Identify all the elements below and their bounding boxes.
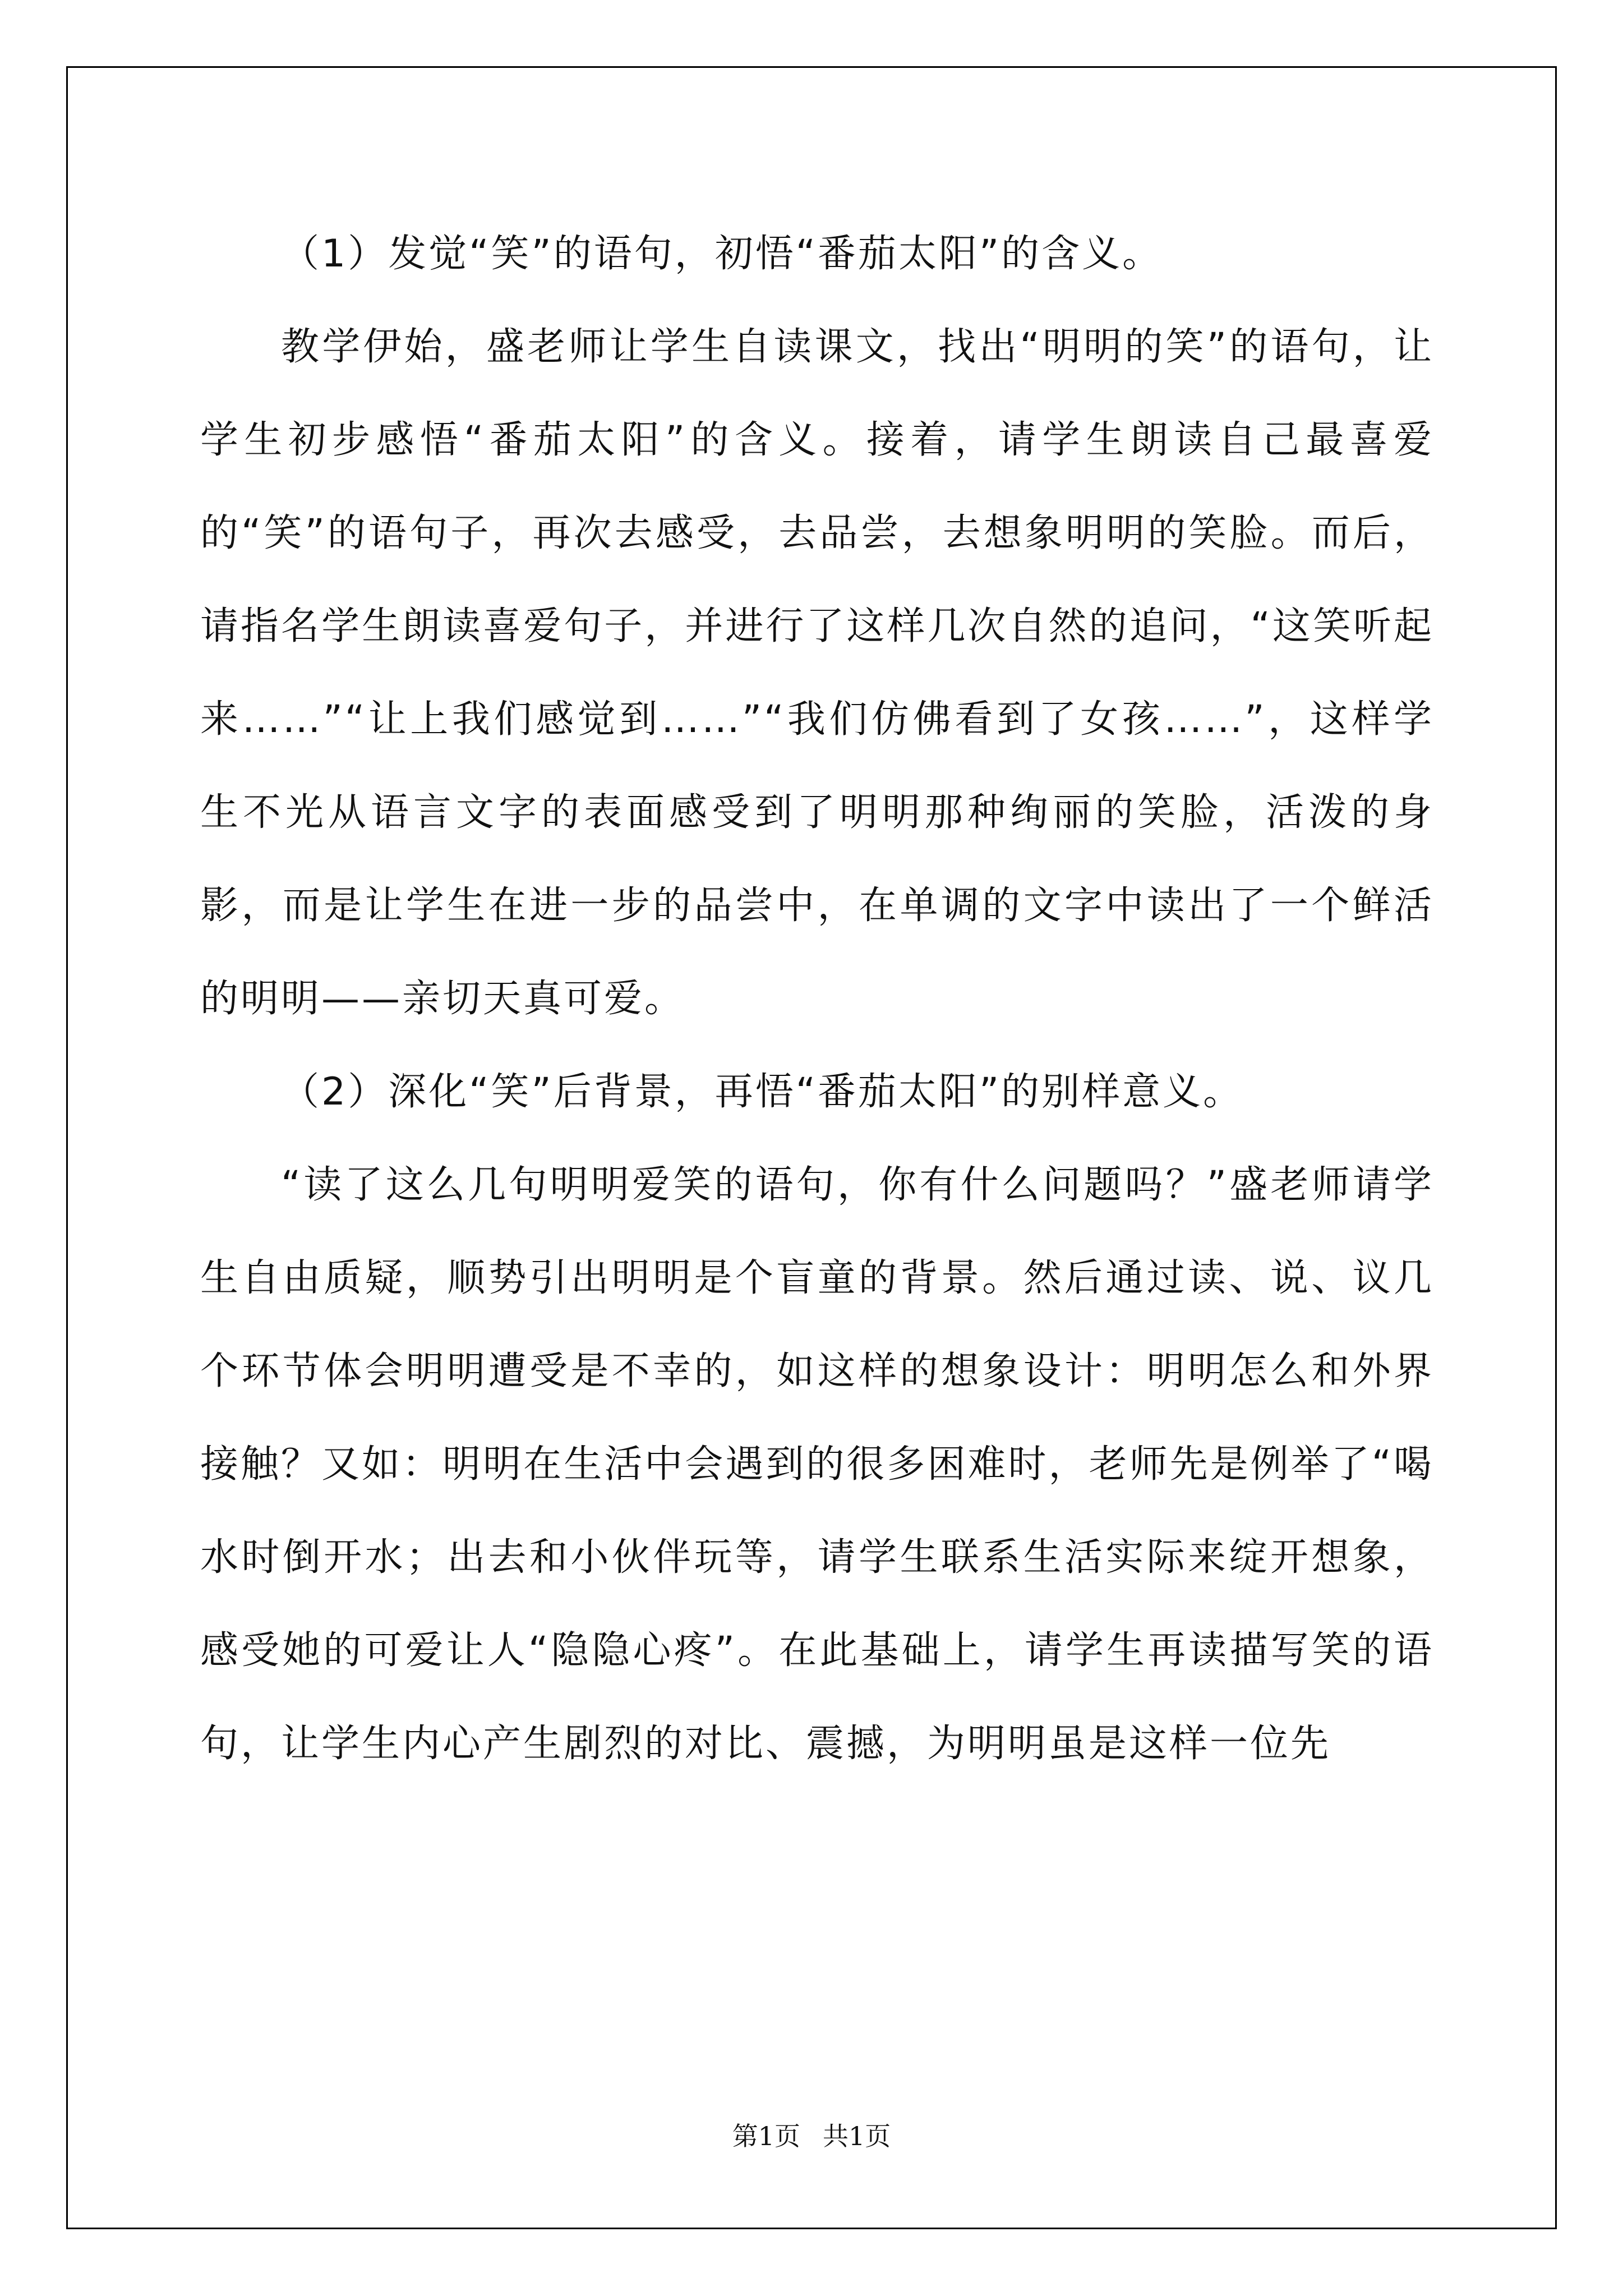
document-body: [200, 208, 1434, 1791]
page-total: 共1页: [823, 2121, 891, 2151]
paragraph-heading-2: （2）深化“笑”后背景，再悟“番茄太阳”的别样意义。: [281, 1070, 1244, 1114]
paragraph-body-1: 教学伊始，盛老师让学生自读课文，找出“明明的笑”的语句，让学生初步感悟“番茄太阳”的含义。接着，请学生朗读自己最喜爱的“笑”的语句子，再次去感受，去品尝，去想象明明的笑脸。而后，请指名学生朗读喜爱句子，并进行了这样几次自然的追问，“这笑听起来……”“让上我们感觉到……”“我们仿佛看到了女孩……”，这样学生不光从语言文字的表面感受到了明明那种绚丽的笑脸，活泼的身影，而是让学生在进一步的品尝中，在单调的文字中读出了一个鲜活的明明——亲切天真可爱。: [200, 325, 1434, 1021]
page-number: 第1页: [732, 2121, 800, 2151]
paragraph-body-2: “读了这么几句明明爱笑的语句，你有什么问题吗？”盛老师请学生自由质疑，顺势引出明明是个盲童的背景。然后通过读、说、议几个环节体会明明遭受是不幸的，如这样的想象设计：明明怎么和外界接触？又如：明明在生活中会遇到的很多困难时，老师先是例举了“喝水时倒开水；出去和小伙伴玩等，请学生联系生活实际来绽开想象，感受她的可爱让人“隐隐心疼”。在此基础上，请学生再读描写笑的语句，让学生内心产生剧烈的对比、震撼，为明明虽是这样一位先: [200, 1163, 1434, 1766]
paragraph-heading-1: （1）发觉“笑”的语句，初悟“番茄太阳”的含义。: [281, 232, 1163, 276]
page-footer: [0, 2119, 1623, 2153]
